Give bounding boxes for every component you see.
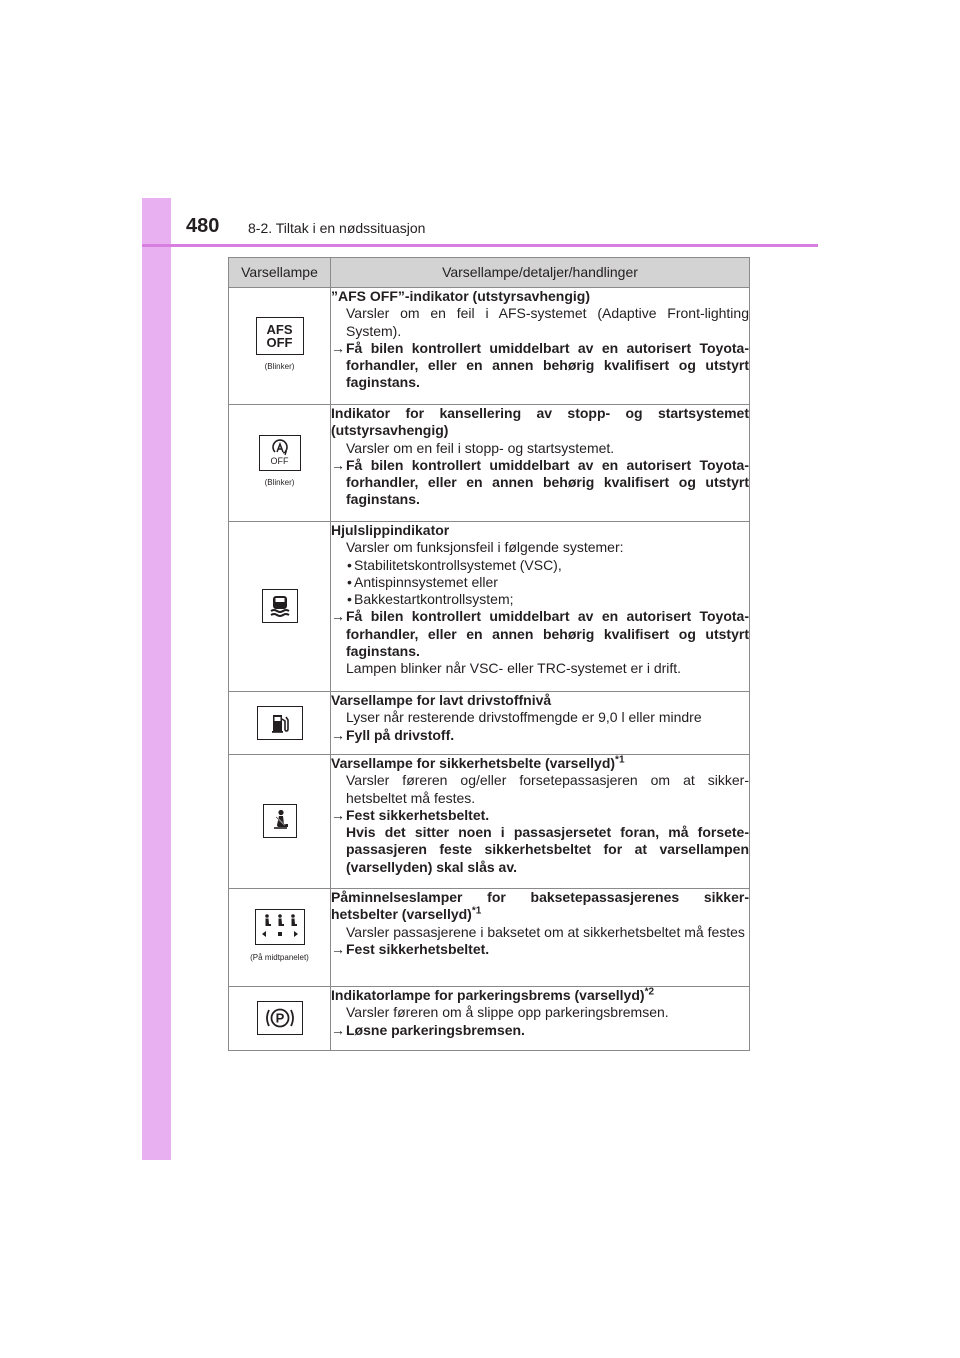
- arrow-icon: →: [331, 806, 345, 823]
- lamp-title-text: Indikatorlampe for parkeringsbrems (varsellyd): [331, 987, 645, 1003]
- details-cell: [331, 405, 750, 522]
- table-row: [229, 987, 750, 1051]
- seatbelt-person-icon: [267, 808, 293, 834]
- afs-icon-text-bottom: OFF: [266, 334, 293, 350]
- list-item: • Bakkestartkontrollsystem;: [331, 591, 749, 608]
- warning-lamp-table: [228, 257, 750, 1051]
- page-number: 480: [186, 215, 220, 237]
- parking-brake-symbol-icon: [263, 1005, 297, 1031]
- lamp-cell: [229, 755, 331, 889]
- lamp-action-text: Få bilen kontrollert umiddelbart av en autorisert Toyota-forhandler, eller en annen behørig kvalifisert og utstyrt faginstans.: [346, 608, 749, 660]
- slip-indicator-icon: [262, 589, 298, 623]
- details-cell: [331, 522, 750, 692]
- stop-start-off-icon: [259, 435, 301, 471]
- table-row: [229, 522, 750, 692]
- lamp-title-text: Påminnelseslamper for baksetepassasjerenes sikker-hetsbelter (varsellyd): [331, 889, 749, 923]
- lamp-description: Varsler føreren om å slippe opp parkeringsbremsen.: [346, 1004, 669, 1021]
- footnote-ref: *1: [471, 905, 482, 917]
- lamp-action-text: Fyll på drivstoff.: [346, 726, 455, 743]
- lamp-title: Indikator for kansellering av stopp- og startsystemet (utstyrsavhengig): [331, 405, 749, 439]
- lamp-action: [331, 807, 749, 824]
- lamp-title: Hjulslippindikator: [331, 522, 450, 538]
- arrow-icon: →: [331, 456, 345, 473]
- lamp-description: Lyser når resterende drivstoffmengde er 9,0 l eller mindre: [346, 709, 702, 726]
- icon-caption: (På midtpanelet): [250, 953, 309, 962]
- svg-text:P: P: [275, 1010, 284, 1026]
- lamp-cell: [229, 889, 331, 987]
- icon-caption: (Blinker): [264, 477, 295, 487]
- lamp-title: [331, 889, 749, 924]
- lamp-note: Lampen blinker når VSC- eller TRC-systemet er i drift.: [346, 660, 682, 677]
- table-row: [229, 288, 750, 405]
- details-cell: [331, 889, 750, 987]
- lamp-action-text: Fest sikkerhetsbeltet.: [346, 940, 490, 957]
- lamp-title: [331, 755, 749, 772]
- table-row: [229, 405, 750, 522]
- lamp-cell: [229, 522, 331, 692]
- lamp-cell: [229, 288, 331, 405]
- lamp-action-text: Løsne parkeringsbremsen.: [346, 1021, 525, 1038]
- skidding-car-icon: [267, 593, 293, 619]
- lamp-title-text: Varsellampe for sikkerhetsbelte (varsellyd): [331, 755, 616, 771]
- details-cell: [331, 987, 750, 1051]
- afs-icon-text-top: AFS: [266, 321, 293, 337]
- lamp-title: [331, 987, 749, 1004]
- lamp-description: Varsler om en feil i stopp- og startsystemet.: [346, 439, 615, 456]
- arrow-icon: →: [331, 339, 345, 356]
- lamp-title: Varsellampe for lavt drivstoffnivå: [331, 692, 552, 708]
- icon-caption: (Blinker): [264, 361, 295, 371]
- footnote-ref: *1: [615, 754, 625, 766]
- lamp-action-extra: Hvis det sitter noen i passasjersetet foran, må forsete-passasjeren feste sikkerhetsbeltet for at varsellampen (varsellyden) skal slås av.: [346, 824, 749, 875]
- arrow-icon: →: [331, 940, 345, 957]
- lamp-action: [331, 457, 749, 509]
- lamp-description: Varsler om funksjonsfeil i følgende systemer:: [346, 539, 624, 556]
- lamp-cell: [229, 405, 331, 522]
- table-row: [229, 889, 750, 987]
- lamp-action: [331, 608, 749, 660]
- lamp-title: ”AFS OFF”-indikator (utstyrsavhengig): [331, 288, 591, 304]
- details-cell: [331, 755, 750, 889]
- footnote-ref: *2: [644, 986, 655, 998]
- lamp-action-text: Fest sikkerhetsbeltet.: [346, 806, 490, 823]
- table-header-row: [229, 258, 750, 288]
- afs-off-icon: [256, 317, 304, 355]
- lamp-action-text: Få bilen kontrollert umiddelbart av en autorisert Toyota-forhandler, eller en annen behørig kvalifisert og utstyrt faginstans.: [346, 456, 749, 508]
- lamp-description: Varsler føreren og/eller forsetepassasjeren om at sikker-hetsbeltet må festes.: [346, 772, 749, 806]
- stop-start-symbol-icon: [271, 439, 289, 457]
- lamp-action: [331, 340, 749, 392]
- table-row: [229, 692, 750, 755]
- arrow-icon: →: [331, 608, 345, 625]
- col-header-details: Varsellampe/detaljer/handlinger: [331, 258, 750, 288]
- arrow-icon: →: [331, 1021, 345, 1038]
- section-title: 8-2. Tiltak i en nødssituasjon: [248, 220, 426, 236]
- rear-seatbelt-reminder-icon: [255, 909, 305, 945]
- list-item: • Stabilitetskontrollsystemet (VSC),: [331, 557, 749, 574]
- lamp-description: Varsler om en feil i AFS-systemet (Adaptive Front-lighting System).: [346, 305, 749, 339]
- lamp-cell: [229, 692, 331, 755]
- fuel-pump-symbol-icon: [268, 711, 292, 735]
- lamp-action: [331, 727, 749, 744]
- parking-brake-icon: [257, 1001, 303, 1035]
- table-row: [229, 755, 750, 889]
- lamp-cell: [229, 987, 331, 1051]
- lamp-description: Varsler passasjerene i baksetet om at sikkerhetsbeltet må festes: [346, 923, 745, 940]
- lamp-action-text: Få bilen kontrollert umiddelbart av en autorisert Toyota-forhandler, eller en annen behørig kvalifisert og utstyrt faginstans.: [346, 339, 749, 391]
- lamp-action: [331, 1022, 749, 1039]
- header-rule: [142, 244, 818, 247]
- sidebar-color-band: [142, 198, 171, 1160]
- col-header-lamp: Varsellampe: [229, 258, 331, 288]
- lamp-action: [331, 941, 749, 958]
- fuel-pump-icon: [257, 706, 303, 740]
- rear-seatbelt-symbols-icon: [258, 912, 302, 942]
- details-cell: [331, 692, 750, 755]
- list-item: • Antispinnsystemet eller: [331, 574, 749, 591]
- arrow-icon: →: [331, 726, 345, 743]
- stop-start-icon-text: OFF: [270, 456, 289, 467]
- details-cell: [331, 288, 750, 405]
- seatbelt-icon: [263, 804, 297, 838]
